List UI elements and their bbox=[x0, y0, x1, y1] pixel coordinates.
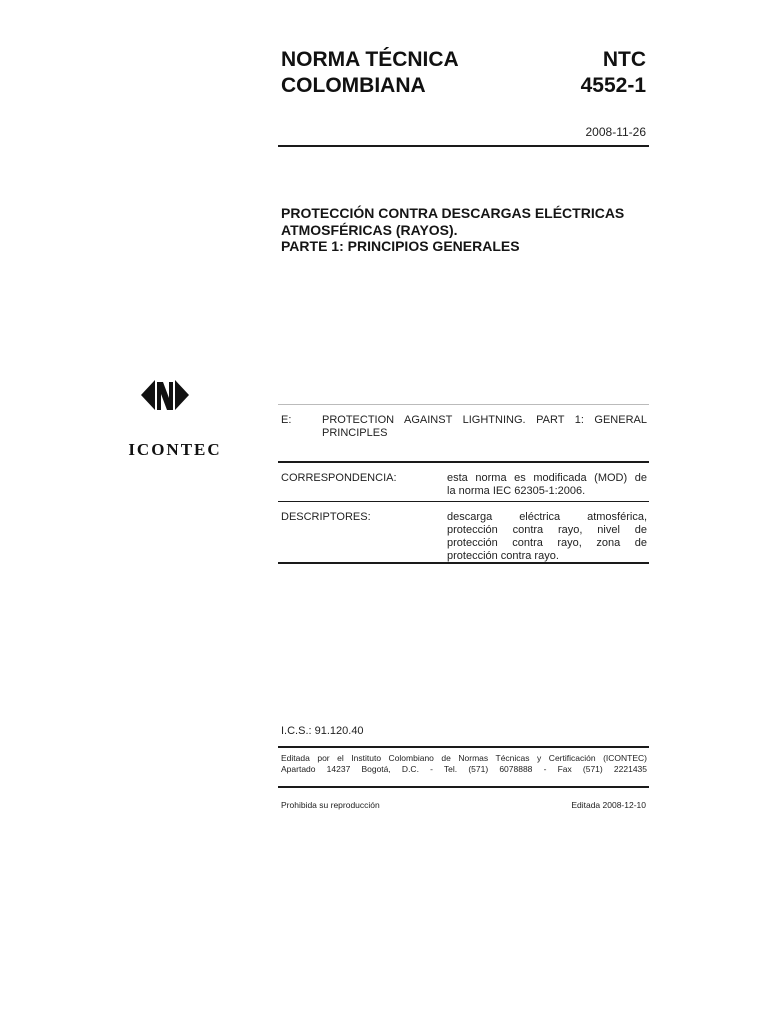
correspondencia-value bbox=[447, 472, 647, 498]
standard-code bbox=[560, 47, 646, 99]
correspondencia-line-2: la norma IEC 62305-1:2006. bbox=[447, 485, 586, 497]
correspondencia-label: CORRESPONDENCIA: bbox=[281, 472, 397, 484]
english-title bbox=[322, 414, 647, 440]
descriptores-label: DESCRIPTORES: bbox=[281, 511, 371, 523]
document-title bbox=[281, 205, 661, 255]
english-title-line-2: PRINCIPLES bbox=[322, 427, 388, 439]
descriptores-line-2: protección contra rayo, nivel de bbox=[447, 524, 647, 536]
code-line-1: NTC bbox=[602, 48, 646, 71]
code-line-2: 4552-1 bbox=[580, 74, 646, 97]
english-title-line-1: PROTECTION AGAINST LIGHTNING. PART 1: GENERAL bbox=[322, 414, 647, 426]
correspondencia-line-1: esta norma es modificada (MOD) de bbox=[447, 472, 647, 484]
title-line-2: COLOMBIANA bbox=[281, 74, 426, 97]
standard-type-title bbox=[281, 47, 581, 99]
publication-date: 2008-11-26 bbox=[585, 125, 646, 139]
document-title-line-3: PARTE 1: PRINCIPIOS GENERALES bbox=[281, 238, 520, 254]
edition-date: Editada 2008-12-10 bbox=[571, 800, 646, 810]
english-label: E: bbox=[281, 414, 292, 426]
ics-code: I.C.S.: 91.120.40 bbox=[281, 725, 364, 737]
reproduction-notice: Prohibida su reproducción bbox=[281, 800, 380, 810]
descriptores-divider bbox=[278, 562, 649, 564]
document-title-line-1: PROTECCIÓN CONTRA DESCARGAS ELÉCTRICAS bbox=[281, 205, 625, 221]
descriptores-line-1: descarga eléctrica atmosférica, bbox=[447, 511, 647, 523]
icontec-logo-text: ICONTEC bbox=[128, 440, 222, 459]
english-bottom-divider bbox=[278, 461, 649, 463]
correspondencia-divider bbox=[278, 501, 649, 502]
descriptores-value bbox=[447, 511, 647, 563]
icontec-n-logo-icon bbox=[131, 380, 231, 440]
ics-divider bbox=[278, 746, 649, 748]
publisher-info bbox=[281, 753, 647, 775]
publisher-divider bbox=[278, 786, 649, 788]
descriptores-line-3: protección contra rayo, zona de bbox=[447, 537, 647, 549]
english-top-divider bbox=[278, 404, 649, 405]
publisher-line-1: Editada por el Instituto Colombiano de Normas Técnicas y Certificación (ICONTEC) bbox=[281, 753, 647, 763]
document-title-line-2: ATMOSFÉRICAS (RAYOS). bbox=[281, 221, 458, 238]
publisher-line-2: Apartado 14237 Bogotá, D.C. - Tel. (571) 6078888 - Fax (571) 2221435 bbox=[281, 764, 647, 774]
descriptores-line-4: protección contra rayo. bbox=[447, 550, 559, 562]
header-divider bbox=[278, 145, 649, 147]
title-line-1: NORMA TÉCNICA bbox=[281, 48, 459, 71]
